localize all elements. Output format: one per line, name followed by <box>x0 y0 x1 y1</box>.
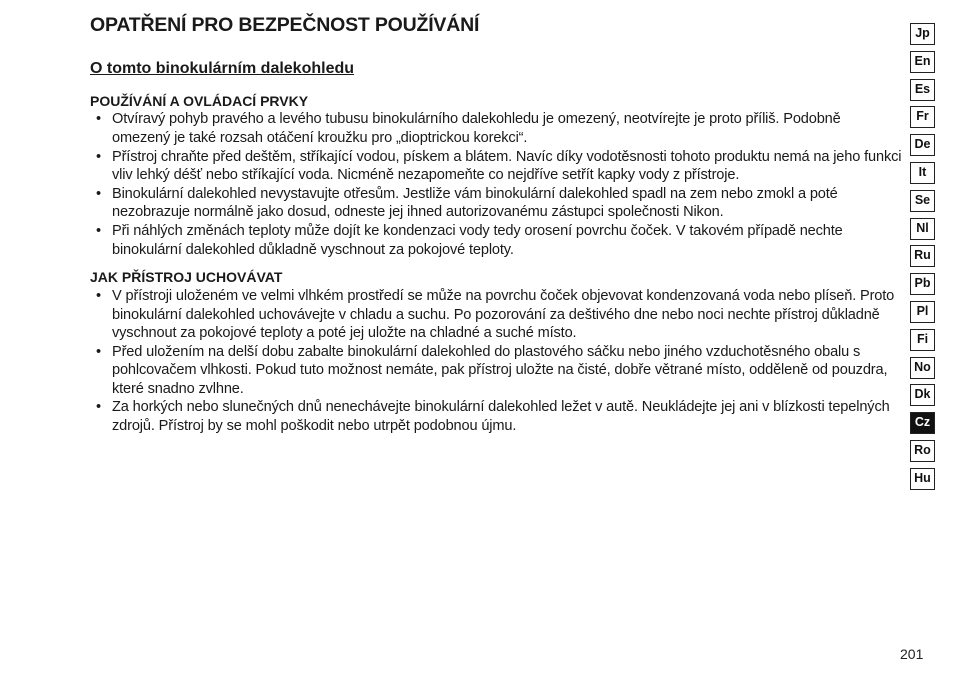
language-tab-ru[interactable]: Ru <box>910 245 935 267</box>
language-tab-nl[interactable]: Nl <box>910 218 935 240</box>
language-tab-de[interactable]: De <box>910 134 935 156</box>
storage-item: • Před uložením na delší dobu zabalte binokulární dalekohled do plastového sáčku nebo jiného vzduchotěsného obalu s pohlcovačem vlhkosti. Pokud tuto možnost nemáte, pak přístroj uložte na čisté, dobře větrané místo, odděleně od pouzdra, které snadno zvlhne. <box>90 343 902 399</box>
language-tab-pb[interactable]: Pb <box>910 273 935 295</box>
storage-item: • Za horkých nebo slunečných dnů nenechávejte binokulární dalekohled ležet v autě. Neukládejte jej ani v blízkosti tepelných zdrojů. Přístroj by se mohl poškodit nebo utrpět podobnou újmu. <box>90 398 902 435</box>
language-tab-fi[interactable]: Fi <box>910 329 935 351</box>
language-tab-fr[interactable]: Fr <box>910 106 935 128</box>
language-tab-ro[interactable]: Ro <box>910 440 935 462</box>
language-tab-se[interactable]: Se <box>910 190 935 212</box>
storage-list <box>90 287 902 436</box>
language-tab-no[interactable]: No <box>910 357 935 379</box>
usage-item: • Přístroj chraňte před deštěm, stříkající vodou, pískem a blátem. Navíc díky vodotěsnosti tohoto produktu nemá na jeho funkci vliv lehký déšť nebo stříkající voda. Nicméně nezapomeňte co nejdříve setřít kapky vody z přístroje. <box>90 148 902 185</box>
usage-item: • Binokulární dalekohled nevystavujte otřesům. Jestliže vám binokulární dalekohled spadl na zem nebo zmokl a poté nezobrazuje normálně jako dosud, odneste jej ihned autorizovanému zástupci společnosti Nikon. <box>90 185 902 222</box>
language-tab-cz[interactable]: Cz <box>910 412 935 434</box>
language-tab-hu[interactable]: Hu <box>910 468 935 490</box>
language-tab-dk[interactable]: Dk <box>910 384 935 406</box>
language-tab-jp[interactable]: Jp <box>910 23 935 45</box>
language-tab-en[interactable]: En <box>910 51 935 73</box>
document-content <box>90 14 902 436</box>
usage-item: • Otvíravý pohyb pravého a levého tubusu binokulárního dalekohledu je omezený, neotvírejte je proto příliš. Podobně omezený je také rozsah otáčení kroužku pro „dioptrickou korekci“. <box>90 110 902 147</box>
language-tab-es[interactable]: Es <box>910 79 935 101</box>
language-tab-pl[interactable]: Pl <box>910 301 935 323</box>
usage-item: • Při náhlých změnách teploty může dojít ke kondenzaci vody tedy orosení povrchu čoček. V takovém případě nechte binokulární dalekohled důkladně vyschnout za pokojové teploty. <box>90 222 902 259</box>
language-tabs <box>910 23 935 496</box>
usage-list <box>90 110 902 259</box>
section-title: O tomto binokulárním dalekohledu <box>90 60 355 78</box>
language-tab-it[interactable]: It <box>910 162 935 184</box>
page-title: OPATŘENÍ PRO BEZPEČNOST POUŽÍVÁNÍ <box>90 14 480 36</box>
usage-heading: POUŽÍVÁNÍ A OVLÁDACÍ PRVKY <box>90 92 309 109</box>
page-number: 201 <box>900 646 924 662</box>
storage-item: • V přístroji uloženém ve velmi vlhkém prostředí se může na povrchu čoček objevovat kondenzovaná voda nebo plíseň. Proto binokulární dalekohled uchovávejte v chladu a suchu. Po pozorování za deštivého dne nebo noci nechte přístroj důkladně vyschnout za pokojové teploty a poté jej uložte na chladné a suché místo. <box>90 287 902 343</box>
storage-heading: JAK PŘÍSTROJ UCHOVÁVAT <box>90 269 283 286</box>
